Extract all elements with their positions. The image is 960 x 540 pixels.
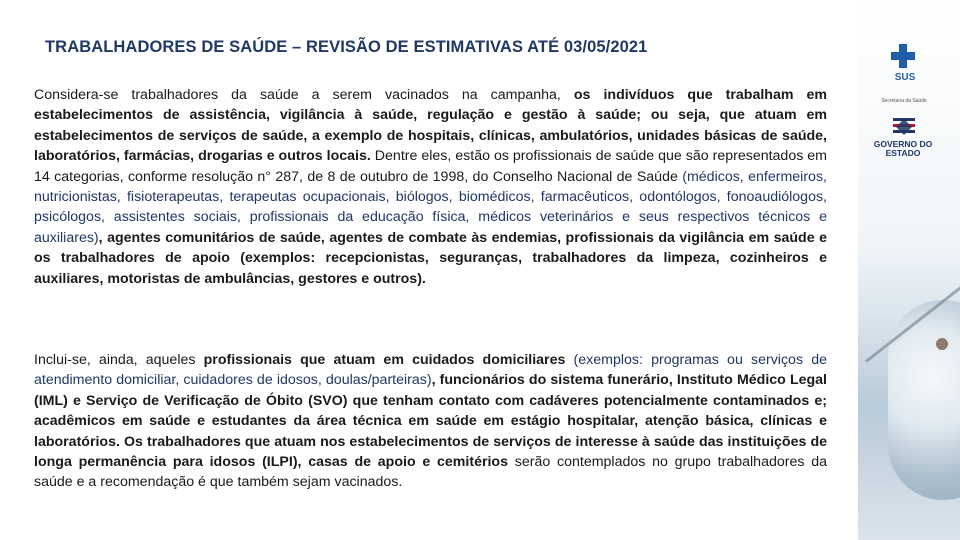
text-segment: (exemplos: programas ou serviços de atendimento domiciliar, cuidadores de idosos, doulas/parteiras) — [34, 352, 827, 389]
sus-logo-label: SUS — [894, 72, 916, 83]
text-segment: profissionais que atuam em cuidados domiciliares — [203, 352, 566, 368]
text-segment: os indivíduos que trabalham em estabelecimentos de assistência, vigilância à saúde, regulação e gestão à saúde; ou seja, que atuam em estabelecimentos de serviços de saúde, a exemplo de hospitais, clínicas, ambulatórios, unidades básicas de saúde, laboratórios, farmácias, drogarias e outros locais. — [34, 87, 827, 165]
paragraph-1 — [34, 85, 827, 289]
governo-logo-label: GOVERNO DO ESTADO — [873, 139, 933, 158]
text-segment: (médicos, enfermeiros, nutricionistas, fisioterapeutas, terapeutas ocupacionais, biólogos, biomédicos, farmacêuticos, odontólogos, fonoaudiólogos, psicólogos, assistentes sociais, profissionais da educação física, médicos veterinários e seus respectivos técnicos e auxiliares) — [34, 168, 827, 246]
vaccine-vial-image — [888, 300, 960, 500]
text-segment: , funcionários do sistema funerário, Instituto Médico Legal (IML) e Serviço de Verificação de Óbito (SVO) que tenham contato com cadáveres potencialmente contaminados e; acadêmicos em saúde e estudantes da área técnica em saúde em estágio hospitalar, atenção básica, clínicas e laboratórios. Os trabalhadores que atuam nos estabelecimentos de serviços de interesse à saúde das instituições de longa permanência para idosos (ILPI), casas de apoio e cemitérios — [34, 372, 827, 471]
text-segment: , agentes comunitários de saúde, agentes de combate às endemias, profissionais da vigilância em saúde e os trabalhadores de apoio (exemplos: recepcionistas, seguranças, trabalhadores da limpeza, cozinheiros e auxiliares, motoristas de ambulâncias, gestores e outros). — [34, 229, 827, 287]
sus-cross-icon — [891, 44, 915, 68]
vaccine-drop-image — [936, 338, 948, 350]
text-segment: Dentre eles, estão os profissionais de saúde que são representados em 14 categorias, conforme resolução n° 287, de 8 de outubro de 1998, do Conselho Nacional de Saúde — [34, 148, 827, 185]
text-segment: serão contemplados no grupo trabalhadores da saúde e a recomendação é que também sejam vacinados. — [34, 454, 827, 491]
text-segment: Considera-se trabalhadores da saúde a serem vacinados na campanha, — [34, 87, 574, 103]
page-title: TRABALHADORES DE SAÚDE – REVISÃO DE ESTIMATIVAS ATÉ 03/05/2021 — [45, 38, 648, 56]
text-segment: Inclui-se, ainda, aqueles — [34, 352, 204, 368]
secretaria-logo-label: Secretaria da Saúde — [881, 98, 927, 104]
paragraph-2 — [34, 350, 827, 493]
bahia-flag-icon — [893, 116, 915, 138]
